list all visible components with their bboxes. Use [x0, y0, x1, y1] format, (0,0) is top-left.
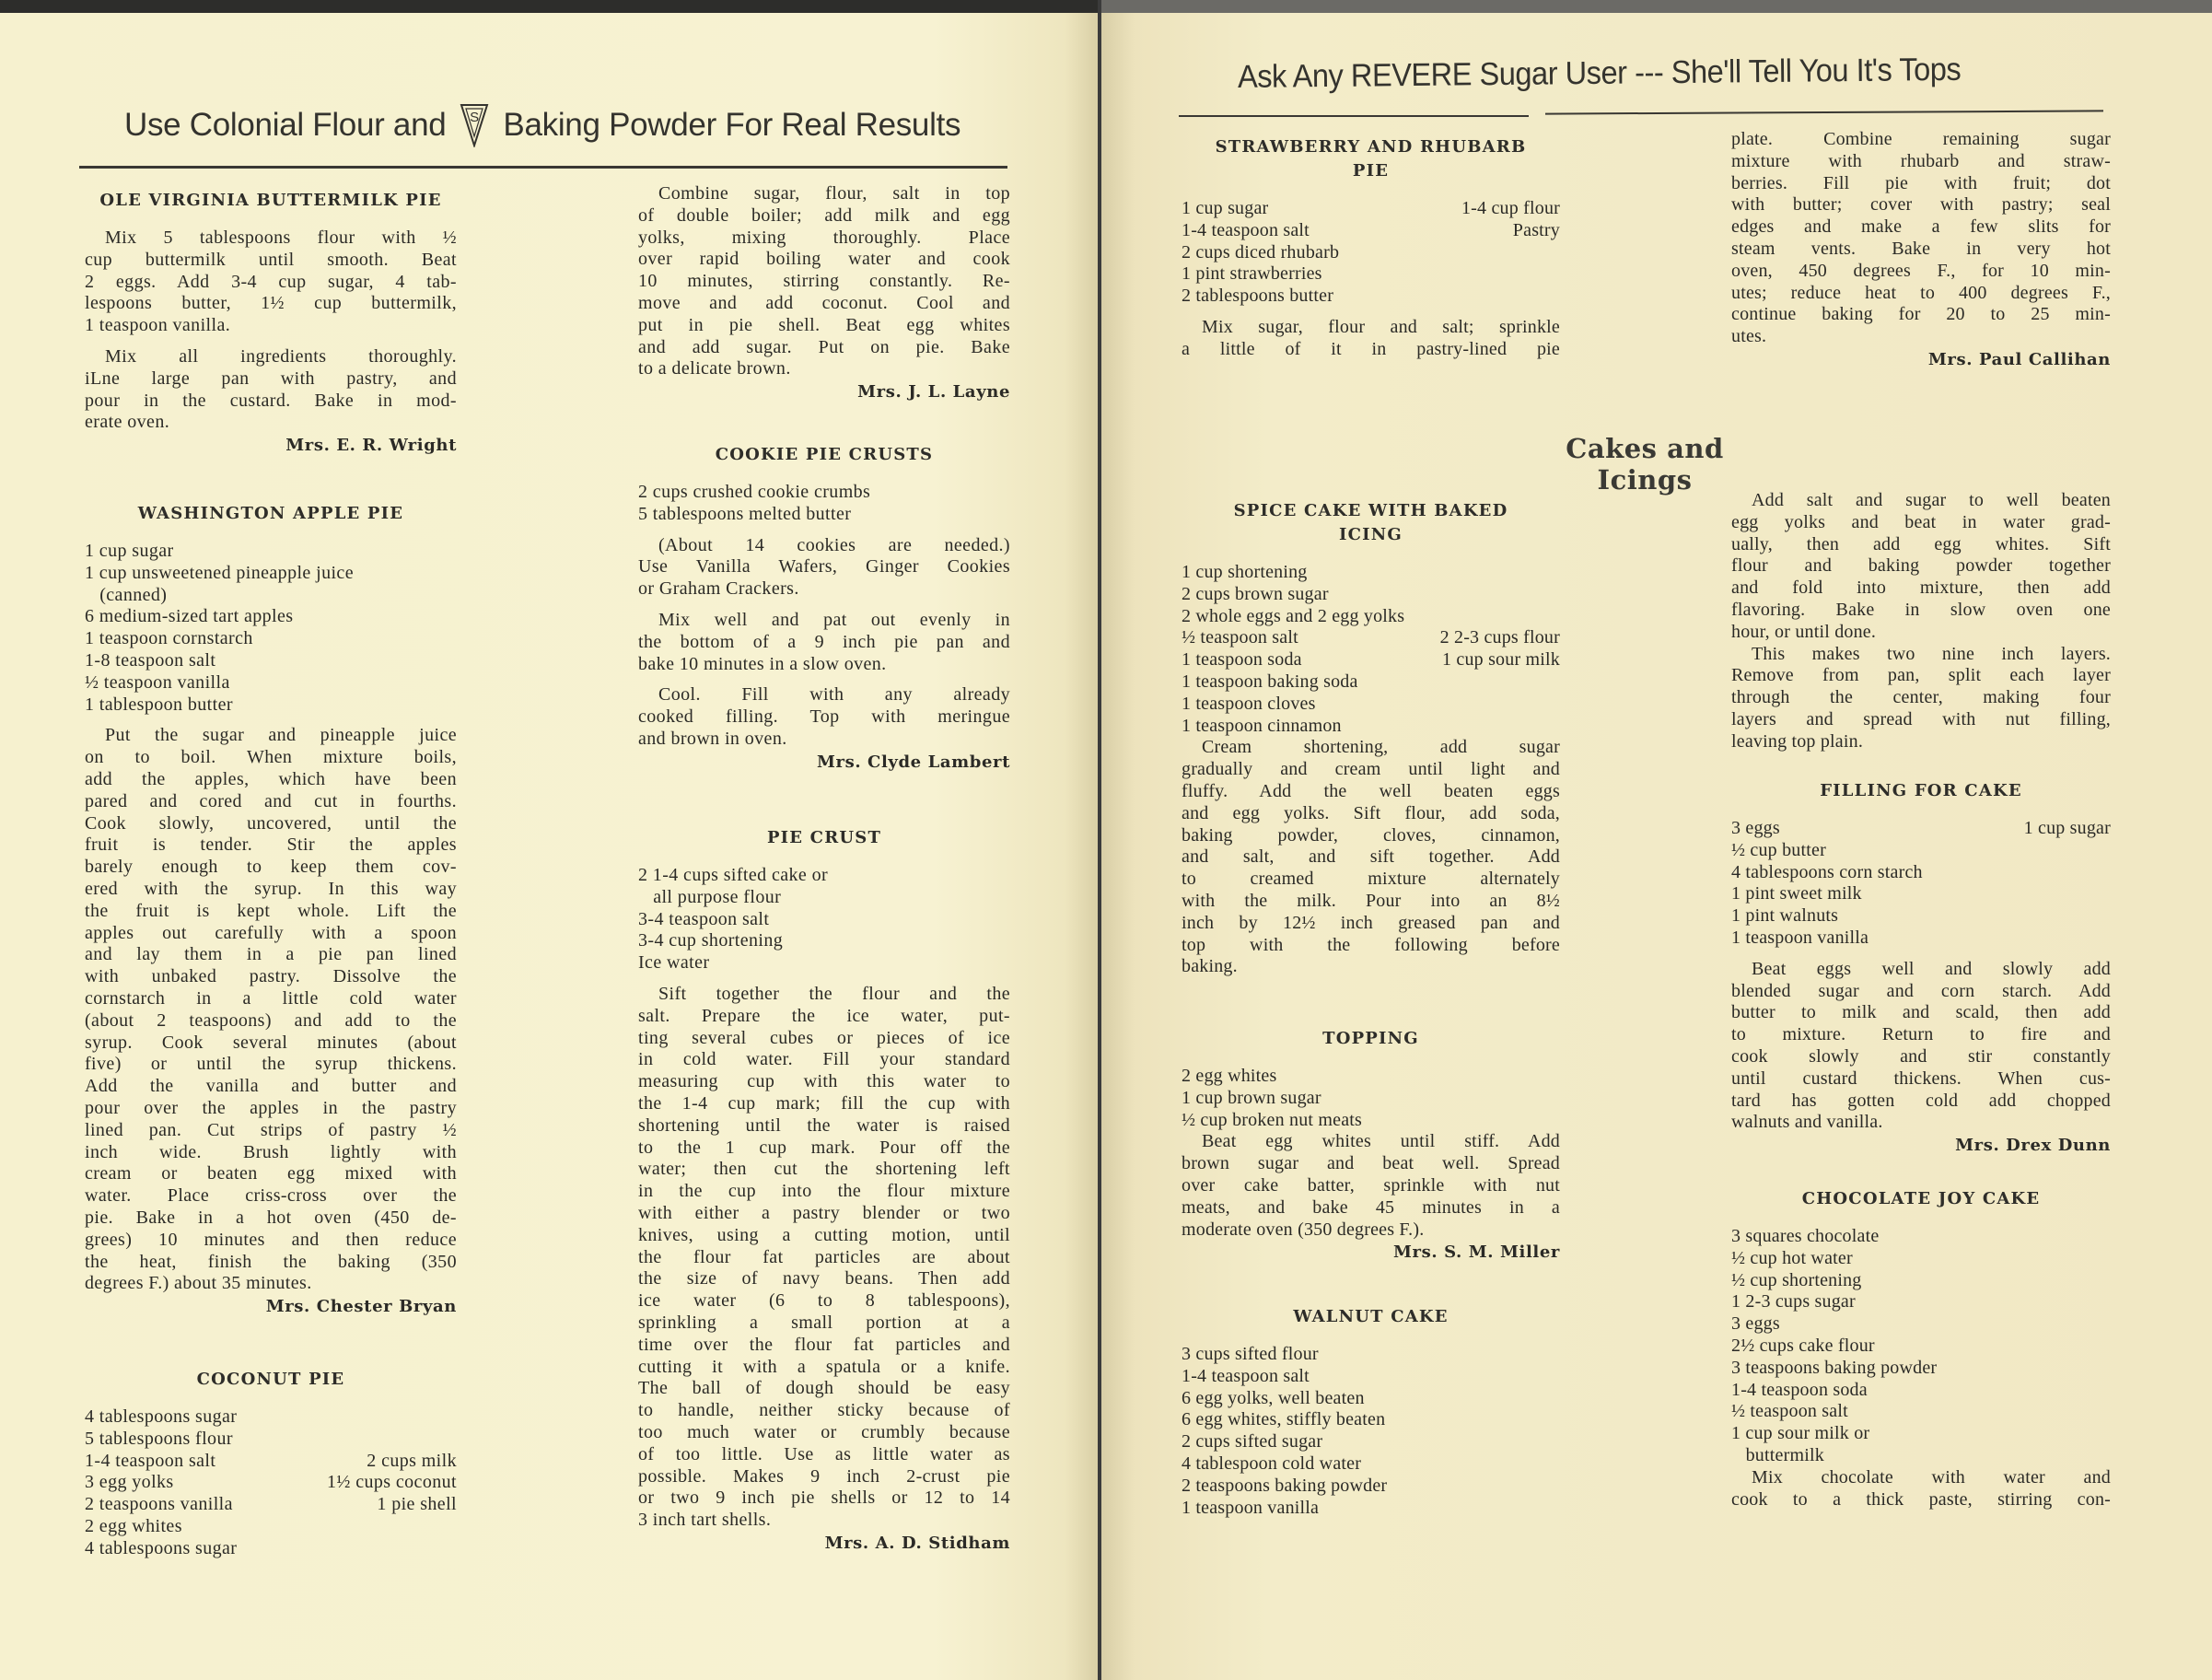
paragraph-line: pie. Bake in a hot oven (450 de-	[85, 1207, 457, 1228]
paragraph-line: through the center, making four	[1731, 687, 2111, 708]
ingredient-list	[1731, 1226, 2111, 1467]
paragraph-line: Put the sugar and pineapple juice	[105, 725, 457, 746]
ingredient: 1 pint strawberries	[1182, 263, 1322, 285]
paragraph-line: grees) 10 minutes and then reduce	[85, 1229, 457, 1250]
ingredient: ½ cup broken nut meats	[1182, 1109, 1363, 1130]
ingredient: 1 cup sour milk	[1442, 649, 1560, 671]
recipe-title-line: WASHINGTON APPLE PIE	[137, 504, 404, 523]
ingredient: 4 tablespoons sugar	[85, 1406, 238, 1427]
instructions-paragraph	[1731, 644, 2111, 753]
ingredient: 1 cup sugar	[1182, 198, 1269, 218]
ingredient: 1-4 teaspoon salt	[1182, 219, 1310, 240]
paragraph-line: ting several cubes or pieces of ice	[638, 1027, 1010, 1048]
ingredient-row	[1182, 198, 1560, 220]
ingredient: 1 teaspoon soda	[1182, 649, 1302, 671]
paragraph-line: water; then cut the shortening left	[638, 1159, 1010, 1180]
paragraph-line: plate. Combine remaining sugar	[1731, 129, 2111, 149]
paragraph-line: shortening until the water is raised	[638, 1114, 1010, 1136]
paragraph-line: the size of navy beans. Then add	[638, 1268, 1010, 1289]
ingredient: 1-4 cup flour	[1461, 198, 1560, 218]
recipe-contributor: Mrs. S. M. Miller	[1393, 1242, 1560, 1263]
paragraph-line: water. Place criss-cross over the	[85, 1185, 457, 1207]
ingredient: 4 tablespoons corn starch	[1731, 861, 1923, 882]
paragraph-line: a little of it in pastry-lined pie	[1182, 338, 1560, 359]
ingredient: 1 teaspoon cornstarch	[85, 628, 253, 649]
paragraph-line: blended sugar and corn starch. Add	[1731, 980, 2111, 1001]
recipe-contributor: Mrs. J. L. Layne	[857, 382, 1010, 402]
ingredient: ½ teaspoon salt	[1182, 627, 1298, 648]
ingredient: ½ teaspoon salt	[1731, 1401, 1848, 1422]
recipe-title-line: STRAWBERRY AND RHUBARB	[1215, 137, 1527, 157]
paragraph-line: and brown in oven.	[638, 728, 787, 749]
header-rule-right	[1545, 110, 2103, 114]
recipe-title	[85, 1368, 457, 1392]
left-page	[0, 0, 1098, 1680]
ingredient: 3 cups sifted flour	[1182, 1344, 1319, 1364]
paragraph-line: brown sugar and beat well. Spread	[1182, 1153, 1560, 1174]
paragraph-line: cook to a thick paste, stirring con-	[1731, 1488, 2111, 1510]
ingredient: 5 tablespoons melted butter	[638, 503, 852, 524]
paragraph-line: to mixture. Return to fire and	[1731, 1024, 2111, 1045]
ingredient: 2½ cups cake flour	[1731, 1335, 1875, 1356]
ingredient: ½ cup shortening	[1731, 1269, 1862, 1290]
ingredient-row	[1731, 818, 2111, 840]
paragraph-line: degrees F.) about 35 minutes.	[85, 1273, 312, 1294]
ingredient: 4 tablespoon cold water	[1182, 1452, 1362, 1474]
paragraph-line: leaving top plain.	[1731, 730, 1864, 752]
paragraph-line: in the cup into the flour mixture	[638, 1181, 1010, 1202]
paragraph-line: of double boiler; add milk and egg	[638, 204, 1010, 226]
paragraph-line: Mix sugar, flour and salt; sprinkle	[1202, 316, 1560, 337]
paragraph-line: flavoring. Bake in slow oven one	[1731, 599, 2111, 620]
paragraph-line: Mix 5 tablespoons flour with ½	[105, 228, 457, 248]
paragraph-line: until custard thickens. When cus-	[1731, 1068, 2111, 1089]
paragraph-line: too much water or crumbly because	[638, 1421, 1010, 1442]
instructions-paragraph	[1731, 959, 2111, 1134]
ingredient: 1 pint sweet milk	[1731, 883, 1862, 904]
ingredient-row	[85, 1451, 457, 1473]
paragraph-line: layers and spread with nut filling,	[1731, 708, 2111, 729]
paragraph-line: 1 teaspoon vanilla.	[85, 315, 231, 336]
paragraph-line: the heat, finish the baking (350	[85, 1251, 457, 1272]
paragraph-line: the 1-4 cup mark; fill the cup with	[638, 1092, 1010, 1114]
instructions-paragraph	[638, 610, 1010, 675]
ingredient: 2 cups diced rhubarb	[1182, 241, 1340, 262]
paragraph-line: butter to milk and scald, then add	[1731, 1002, 2111, 1023]
ingredient: 4 tablespoons sugar	[85, 1537, 238, 1558]
paragraph-line: Add salt and sugar to well beaten	[1752, 490, 2111, 510]
paragraph-line: steam vents. Bake in very hot	[1731, 238, 2111, 259]
ingredient: 1 cup sour milk or	[1731, 1423, 1870, 1444]
ingredient: 2 cups brown sugar	[1182, 583, 1329, 604]
paragraph-line: move and add coconut. Cool and	[638, 292, 1010, 313]
paragraph-line: pared and cored and cut in fourths.	[85, 790, 457, 811]
ingredient: ½ cup hot water	[1731, 1247, 1853, 1268]
paragraph-line: egg yolks and beat in water grad-	[1731, 511, 2111, 532]
paragraph-line: five) or until the syrup thickens.	[85, 1054, 457, 1075]
recipe-title	[1182, 135, 1560, 183]
recipe-title-line: CHOCOLATE JOY CAKE	[1801, 1189, 2041, 1208]
paragraph-line: or two 9 inch pie shells or 12 to 14	[638, 1488, 1010, 1509]
paragraph-line: cup buttermilk until smooth. Beat	[85, 249, 457, 270]
paragraph-line: time over the flour fat particles and	[638, 1334, 1010, 1355]
ingredient: 1 pie shell	[377, 1494, 457, 1515]
paragraph-line: tard has gotten cold add chopped	[1731, 1090, 2111, 1111]
recipe-section	[1731, 490, 2111, 753]
section-heading: Cakes and Icings	[1566, 433, 1724, 496]
instructions-paragraph	[1182, 1131, 1560, 1241]
paragraph-line: moderate oven (350 degrees F.).	[1182, 1219, 1425, 1240]
recipe-contributor: Mrs. A. D. Stidham	[824, 1533, 1010, 1553]
ingredient-row	[85, 1472, 457, 1494]
ingredient: 2 egg whites	[85, 1515, 182, 1536]
paragraph-line: and egg yolks. Sift flour, add soda,	[1182, 802, 1560, 823]
paragraph-line: walnuts and vanilla.	[1731, 1112, 1883, 1133]
header-text-after-logo: Baking Powder For Real Results	[503, 107, 961, 143]
recipe-contributor: Mrs. Chester Bryan	[265, 1297, 457, 1317]
ingredient: 1-8 teaspoon salt	[85, 649, 216, 671]
recipe-section	[638, 183, 1010, 404]
ingredient: 2 teaspoons baking powder	[1182, 1475, 1388, 1496]
ingredient: Ice water	[638, 952, 710, 974]
paragraph-line: mixture with rhubarb and straw-	[1731, 150, 2111, 171]
ingredient: 1 teaspoon cloves	[1182, 693, 1316, 714]
ingredient: 6 egg yolks, well beaten	[1182, 1387, 1365, 1408]
ingredient-list	[638, 482, 1010, 526]
recipe-title-line: FILLING FOR CAKE	[1820, 781, 2022, 800]
paragraph-line: of too little. Use as little water as	[638, 1443, 1010, 1464]
ingredient-list	[85, 541, 457, 716]
recipe-title-line: WALNUT CAKE	[1293, 1307, 1449, 1326]
paragraph-line: with butter; cover with pastry; seal	[1731, 194, 2111, 216]
recipe-contributor: Mrs. E. R. Wright	[285, 436, 457, 456]
paragraph-line: ually, then add egg whites. Sift	[1731, 533, 2111, 554]
paragraph-line: Mix well and pat out evenly in	[658, 609, 1010, 630]
paragraph-line: lined pan. Cut strips of pastry ½	[85, 1119, 457, 1140]
ingredient: (canned)	[85, 584, 168, 605]
paragraph-line: over cake batter, sprinkle with nut	[1182, 1174, 1560, 1196]
paragraph-line: erate oven.	[85, 412, 170, 433]
ingredient: 2 cups milk	[367, 1450, 457, 1471]
page-header-right: Ask Any REVERE Sugar User --- She'll Tell You It's Tops	[1237, 51, 1962, 95]
paragraph-line: top with the following before	[1182, 934, 1560, 955]
instructions-paragraph	[85, 346, 457, 434]
paragraph-line: put in pie shell. Beat egg whites	[638, 314, 1010, 335]
recipe-section	[1182, 499, 1560, 978]
page-header-left	[124, 103, 960, 147]
recipe-title-line: COCONUT PIE	[196, 1370, 345, 1389]
ingredient-row	[1182, 220, 1560, 242]
ingredient: 1 pint walnuts	[1731, 905, 1839, 927]
paragraph-line: Remove from pan, split each layer	[1731, 665, 2111, 686]
ingredient: 2 egg whites	[1182, 1066, 1277, 1086]
paragraph-line: 2 eggs. Add 3-4 cup sugar, 4 tab-	[85, 271, 457, 292]
instructions-paragraph	[638, 684, 1010, 750]
paragraph-line: lespoons butter, 1½ cup buttermilk,	[85, 293, 457, 314]
recipe-title	[85, 189, 457, 213]
ingredient: 1 cup unsweetened pineapple juice	[85, 562, 354, 583]
recipe-title-line: COOKIE PIE CRUSTS	[715, 445, 934, 464]
ingredient: 1-4 teaspoon salt	[1182, 1365, 1310, 1386]
ingredient: 1 cup sugar	[2023, 818, 2111, 838]
paragraph-line: pour over the apples in the pastry	[85, 1097, 457, 1118]
recipe-title-line: PIE	[1352, 161, 1390, 181]
paragraph-line: continue baking for 20 to 25 min-	[1731, 304, 2111, 325]
ingredient: 1 tablespoon butter	[85, 694, 233, 715]
ingredient-list	[1182, 562, 1560, 737]
ingredient: Pastry	[1512, 219, 1560, 240]
paragraph-line: The ball of dough should be easy	[638, 1378, 1010, 1399]
recipe-contributor: Mrs. Drex Dunn	[1955, 1136, 2111, 1156]
ingredient: 2 cups sifted sugar	[1182, 1431, 1323, 1452]
paragraph-line: inch by 12½ inch greased pan and	[1182, 912, 1560, 933]
paragraph-line: Mix chocolate with water and	[1752, 1466, 2111, 1488]
paragraph-line: Use Vanilla Wafers, Ginger Cookies	[638, 556, 1010, 578]
paragraph-line: and salt, and sift together. Add	[1182, 846, 1560, 868]
recipe-title	[1731, 1187, 2111, 1211]
paragraph-line: flour and baking powder together	[1731, 555, 2111, 577]
paragraph-line: knives, using a cutting motion, until	[638, 1224, 1010, 1245]
ingredient: 1 teaspoon baking soda	[1182, 671, 1358, 692]
ingredient: 3-4 teaspoon salt	[638, 908, 770, 929]
recipe-section	[638, 443, 1010, 775]
ingredient: 1½ cups coconut	[327, 1472, 457, 1493]
paragraph-line: syrup. Cook several minutes (about	[85, 1032, 457, 1053]
paragraph-line: add the apples, which have been	[85, 768, 457, 789]
paragraph-line: ice water (6 to 8 tablespoons),	[638, 1290, 1010, 1312]
recipe-title	[638, 443, 1010, 467]
recipe-contributor: Mrs. Clyde Lambert	[816, 752, 1010, 772]
ingredient-list	[1182, 1066, 1560, 1131]
ingredient: ½ cup butter	[1731, 839, 1826, 860]
ingredient: 1 2-3 cups sugar	[1731, 1291, 1856, 1312]
recipe-section	[1731, 129, 2111, 372]
ingredient: 1 cup brown sugar	[1182, 1087, 1321, 1108]
ingredient: 1 teaspoon vanilla	[1731, 927, 1869, 948]
ingredient: 1-4 teaspoon soda	[1731, 1379, 1868, 1400]
paragraph-line: utes.	[1731, 326, 1767, 347]
paragraph-line: Sift together the flour and the	[658, 983, 1010, 1004]
ingredient: 2 teaspoons vanilla	[85, 1494, 233, 1515]
ingredient: all purpose flour	[638, 886, 782, 907]
recipe-section	[1731, 1187, 2111, 1511]
page-edge	[1101, 0, 2212, 13]
ingredient: 3 teaspoons baking powder	[1731, 1357, 1938, 1378]
paragraph-line: cornstarch in a little cold water	[85, 987, 457, 1009]
paragraph-line: with unbaked pastry. Dissolve the	[85, 966, 457, 987]
paragraph-line: pour in the custard. Bake in mod-	[85, 390, 457, 411]
recipe-section	[1731, 779, 2111, 1158]
ingredient-row	[1182, 649, 1560, 671]
recipe-section	[1182, 1027, 1560, 1265]
svg-text:S: S	[470, 110, 480, 125]
paragraph-line: meats, and bake 45 minutes in a	[1182, 1196, 1560, 1218]
ingredient-row	[1182, 627, 1560, 649]
paragraph-line: utes; reduce heat to 400 degrees F.,	[1731, 282, 2111, 303]
paragraph-line: baking powder, cloves, cinnamon,	[1182, 824, 1560, 846]
ingredient: ½ teaspoon vanilla	[85, 671, 230, 693]
paragraph-line: possible. Makes 9 inch 2-crust pie	[638, 1465, 1010, 1487]
paragraph-line: and add sugar. Put on pie. Bake	[638, 336, 1010, 357]
ingredient: 5 tablespoons flour	[85, 1428, 233, 1449]
ingredient: 1 cup sugar	[85, 541, 174, 561]
paragraph-line: measuring cup with this water to	[638, 1071, 1010, 1092]
ingredient: 6 egg whites, stiffly beaten	[1182, 1409, 1386, 1430]
paragraph-line: 10 minutes, stirring constantly. Re-	[638, 271, 1010, 292]
ingredient: 1 teaspoon cinnamon	[1182, 715, 1342, 736]
ingredient: 3-4 cup shortening	[638, 930, 784, 951]
paragraph-line: fruit is tender. Stir the apples	[85, 834, 457, 856]
paragraph-line: bake 10 minutes in a slow oven.	[638, 653, 887, 674]
paragraph-line: sprinkling a small portion at a	[638, 1312, 1010, 1333]
ingredient: 3 egg yolks	[85, 1472, 174, 1493]
ingredient-list	[1182, 1344, 1560, 1519]
ingredient-list	[85, 1406, 457, 1560]
recipe-title	[1182, 499, 1560, 547]
recipe-title	[85, 502, 457, 526]
paragraph-line: with either a pastry blender or two	[638, 1202, 1010, 1223]
paragraph-line: iLne large pan with pastry, and	[85, 368, 457, 389]
paragraph-line: and fold into mixture, then add	[1731, 578, 2111, 599]
paragraph-line: (About 14 cookies are needed.)	[658, 534, 1010, 555]
paragraph-line: fluffy. Add the well beaten eggs	[1182, 780, 1560, 801]
header-rule-left	[1179, 115, 1529, 117]
recipe-title-line: ICING	[1339, 525, 1403, 544]
paragraph-line: or Graham Crackers.	[638, 578, 799, 600]
paragraph-line: in cold water. Fill your standard	[638, 1049, 1010, 1070]
paragraph-line: salt. Prepare the ice water, put-	[638, 1005, 1010, 1026]
recipe-section	[85, 1368, 457, 1560]
ingredient: 2 1-4 cups sifted cake or	[638, 865, 829, 885]
paragraph-line: This makes two nine inch layers.	[1752, 643, 2111, 664]
paragraph-line: with the milk. Pour into an 8½	[1182, 890, 1560, 911]
instructions-paragraph	[638, 183, 1010, 380]
paragraph-line: gradually and cream until light and	[1182, 759, 1560, 780]
instructions-paragraph	[1731, 1467, 2111, 1511]
header-text-before-logo: Use Colonial Flour and	[124, 107, 447, 143]
ingredient: 1-4 teaspoon salt	[85, 1450, 216, 1471]
recipe-title	[1182, 1027, 1560, 1051]
recipe-section	[85, 189, 457, 458]
paragraph-line: oven, 450 degrees F., for 10 min-	[1731, 260, 2111, 281]
recipe-title	[638, 826, 1010, 850]
paragraph-line: Cream shortening, add sugar	[1202, 737, 1560, 758]
ingredient-list	[1182, 198, 1560, 308]
paragraph-line: edges and make a few slits for	[1731, 216, 2111, 238]
paragraph-line: to creamed mixture alternately	[1182, 869, 1560, 890]
paragraph-line: apples out carefully with a spoon	[85, 922, 457, 943]
paragraph-line: and lay them in a pie pan lined	[85, 944, 457, 965]
paragraph-line: over rapid boiling water and cook	[638, 249, 1010, 270]
page-edge	[0, 0, 1098, 13]
paragraph-line: Add the vanilla and butter and	[85, 1076, 457, 1097]
paragraph-line: Beat egg whites until stiff. Add	[1202, 1131, 1560, 1152]
ingredient: 2 tablespoons butter	[1182, 286, 1334, 307]
sv-brand-logo-icon	[459, 103, 490, 147]
recipe-title	[1731, 779, 2111, 803]
paragraph-line: on to boil. When mixture boils,	[85, 747, 457, 768]
recipe-title-line: OLE VIRGINIA BUTTERMILK PIE	[99, 191, 442, 210]
instructions-paragraph	[85, 228, 457, 337]
ingredient: buttermilk	[1731, 1444, 1824, 1465]
paragraph-line: Combine sugar, flour, salt in top	[658, 183, 1010, 204]
paragraph-line: the fruit is kept whole. Lift the	[85, 900, 457, 921]
ingredient: 3 eggs	[1731, 818, 1780, 838]
paragraph-line: cutting it with a spatula or a knife.	[638, 1356, 1010, 1377]
ingredient: 2 cups crushed cookie crumbs	[638, 482, 871, 502]
paragraph-line: the flour fat particles are about	[638, 1246, 1010, 1267]
ingredient: 1 teaspoon vanilla	[1182, 1497, 1320, 1518]
recipe-section	[1182, 1305, 1560, 1519]
ingredient-list	[1731, 818, 2111, 950]
paragraph-line: ered with the syrup. In this way	[85, 878, 457, 899]
instructions-paragraph	[638, 535, 1010, 601]
ingredient-list	[638, 865, 1010, 974]
recipe-title-line: PIE CRUST	[766, 828, 882, 847]
paragraph-line: cook slowly and stir constantly	[1731, 1045, 2111, 1067]
paragraph-line: berries. Fill pie with fruit; dot	[1731, 172, 2111, 193]
paragraph-line: cream or beaten egg mixed with	[85, 1163, 457, 1184]
ingredient: 3 eggs	[1731, 1313, 1780, 1335]
paragraph-line: 3 inch tart shells.	[638, 1510, 772, 1531]
instructions-paragraph	[1182, 737, 1560, 978]
recipe-section	[85, 502, 457, 1319]
paragraph-line: yolks, mixing thoroughly. Place	[638, 227, 1010, 248]
ingredient: 6 medium-sized tart apples	[85, 606, 294, 627]
header-rule	[79, 166, 1007, 169]
instructions-paragraph	[638, 984, 1010, 1532]
paragraph-line: to handle, neither sticky because of	[638, 1400, 1010, 1421]
instructions-paragraph	[1731, 129, 2111, 348]
right-page	[1101, 0, 2212, 1680]
ingredient: 2 whole eggs and 2 egg yolks	[1182, 605, 1405, 626]
paragraph-line: to the 1 cup mark. Pour off the	[638, 1137, 1010, 1158]
paragraph-line: Mix all ingredients thoroughly.	[105, 345, 457, 367]
paragraph-line: Beat eggs well and slowly add	[1752, 958, 2111, 979]
ingredient: 2 2-3 cups flour	[1439, 627, 1560, 648]
paragraph-line: inch wide. Brush lightly with	[85, 1141, 457, 1162]
recipe-contributor: Mrs. Paul Callihan	[1927, 349, 2111, 369]
paragraph-line: (about 2 teaspoons) and add to the	[85, 1009, 457, 1031]
recipe-title-line: SPICE CAKE WITH BAKED	[1233, 501, 1508, 520]
instructions-paragraph	[1182, 317, 1560, 361]
ingredient: 1 cup shortening	[1182, 562, 1308, 582]
ingredient: 3 squares chocolate	[1731, 1226, 1880, 1246]
paragraph-line: to a delicate brown.	[638, 358, 791, 379]
instructions-paragraph	[85, 725, 457, 1295]
paragraph-line: cooked filling. Top with meringue	[638, 706, 1010, 728]
paragraph-line: the bottom of a 9 inch pie pan and	[638, 631, 1010, 652]
paragraph-line: barely enough to keep them cov-	[85, 857, 457, 878]
paragraph-line: baking.	[1182, 956, 1238, 977]
recipe-title	[1182, 1305, 1560, 1329]
instructions-paragraph	[1731, 490, 2111, 644]
paragraph-line: hour, or until done.	[1731, 621, 1877, 642]
recipe-section	[1182, 135, 1560, 361]
paragraph-line: Cook slowly, uncovered, until the	[85, 812, 457, 834]
ingredient-row	[85, 1494, 457, 1516]
recipe-section	[638, 826, 1010, 1556]
paragraph-line: Cool. Fill with any already	[658, 684, 1010, 706]
recipe-title-line: TOPPING	[1322, 1029, 1419, 1048]
